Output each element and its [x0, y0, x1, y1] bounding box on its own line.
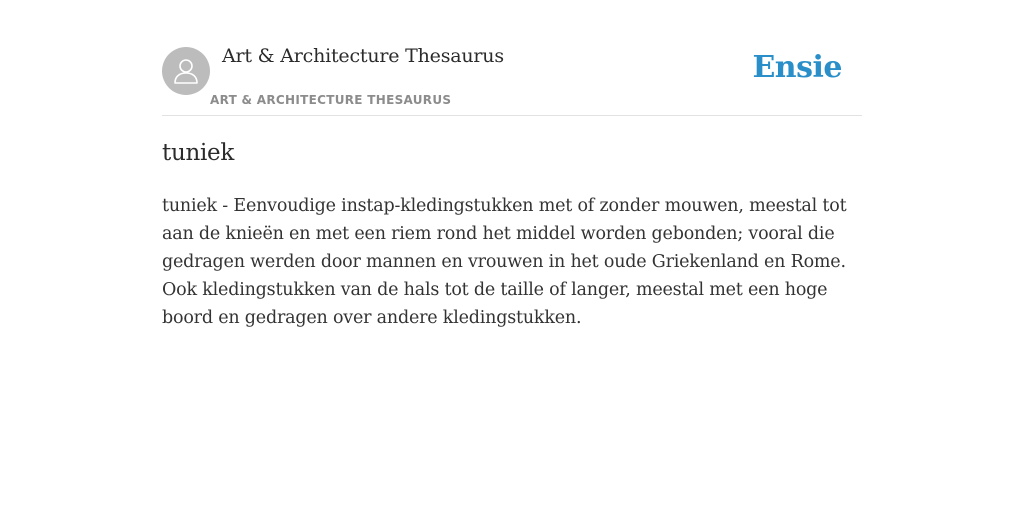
user-icon [172, 56, 200, 86]
brand-logo[interactable]: Ensie [752, 50, 842, 85]
avatar[interactable] [162, 47, 210, 95]
entry-header [162, 0, 862, 116]
entry-definition: tuniek - Eenvoudige instap-kledingstukken met of zonder mouwen, meestal tot aan de knieën en met een riem rond het middel worden gebonden; vooral die gedragen werden door mannen en vrouwen in het oude Griekenland en Rome. Ook kledingstukken van de hals tot de taille of langer, meestal met een hoge boord en gedragen over andere kledingstukken. [162, 196, 847, 328]
source-title[interactable]: Art & Architecture Thesaurus [222, 45, 504, 67]
entry-card [162, 0, 862, 328]
source-subtitle[interactable]: ART & ARCHITECTURE THESAURUS [210, 93, 452, 107]
entry-term: tuniek [162, 140, 234, 166]
